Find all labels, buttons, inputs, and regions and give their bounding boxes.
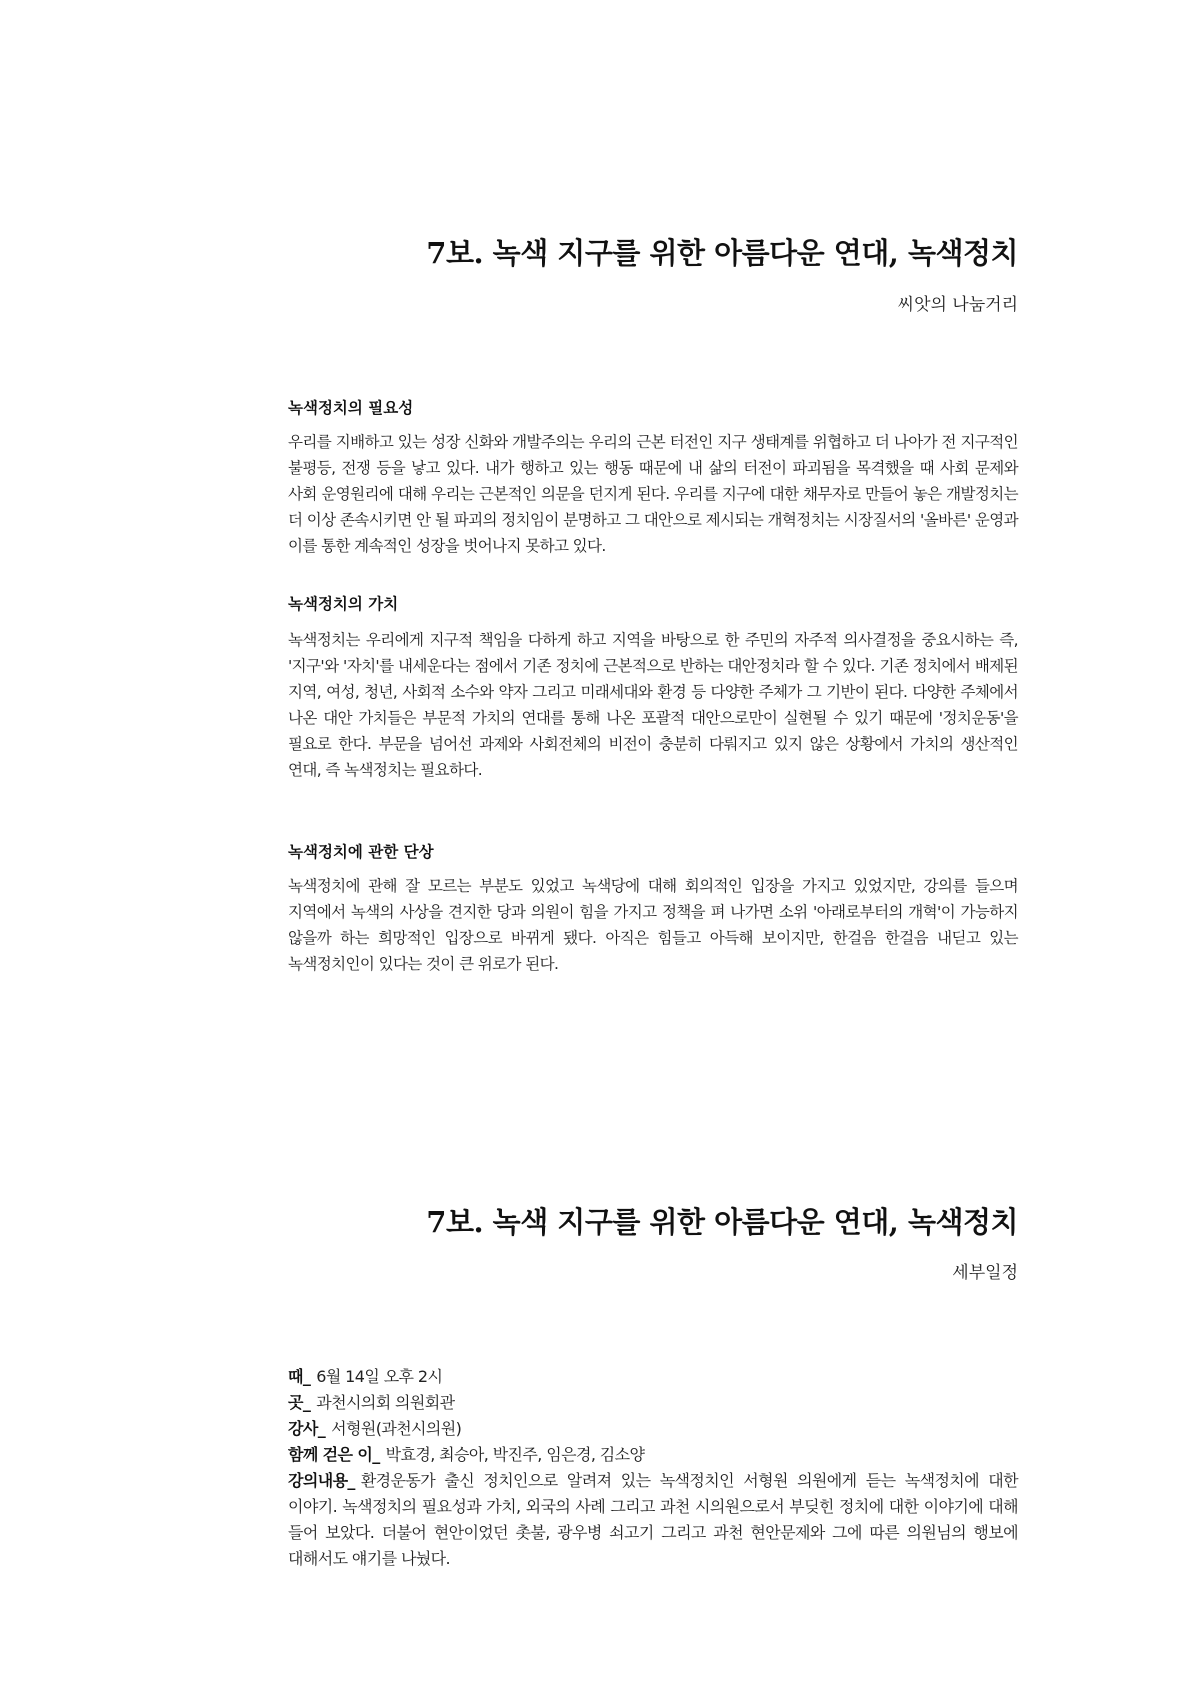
section-value [288, 592, 1018, 614]
section-paragraph: 우리를 지배하고 있는 성장 신화와 개발주의는 우리의 근본 터전인 지구 생태계를 위협하고 더 나아가 전 지구적인 불평등, 전쟁 등을 낳고 있다. 내가 행하고 있는 행동 때문에 내 삶의 터전이 파괴됨을 목격했을 때 사회 문제와 사회 운영원리에 대해 우리는 근본적인 의문을 던지게 된다. 우리를 지구에 대한 채무자로 만들어 놓은 개발정치는 더 이상 존속시키면 안 될 파괴의 정치임이 분명하고 그 대안으로 제시되는 개혁정치는 시장질서의 '올바른' 운영과 이를 통한 계속적인 성장을 벗어나지 못하고 있다. [288, 433, 1018, 555]
schedule-details [288, 1364, 1018, 1572]
lecturer-label: 강사_ [288, 1419, 326, 1438]
schedule-title: 7보. 녹색 지구를 위한 아름다운 연대, 녹색정치 [426, 1205, 1018, 1239]
schedule-subtitle: 세부일정 [952, 1263, 1018, 1283]
section-heading: 녹색정치에 관한 단상 [288, 843, 434, 861]
where-value: 과천시의회 의원회관 [316, 1393, 455, 1412]
where-label: 곳_ [288, 1393, 311, 1412]
section-heading: 녹색정치의 가치 [288, 595, 399, 613]
when-label: 때_ [288, 1367, 311, 1386]
lecturer-value: 서형원(과천시의원) [331, 1419, 462, 1438]
content-value: 환경운동가 출신 정치인으로 알려져 있는 녹색정치인 서형원 의원에게 듣는 녹색정치에 대한 이야기. 녹색정치의 필요성과 가치, 외국의 사례 그리고 과천 시의원으로서 부딪힌 정치에 대한 이야기에 대해 들어 보았다. 더불어 현안이었던 촛불, 광우병 쇠고기 그리고 과천 현안문제와 그에 따른 의원님의 행보에 대해서도 얘기를 나눴다. [288, 1471, 1018, 1568]
content-label: 강의내용_ [288, 1471, 355, 1490]
section-necessity [288, 396, 1018, 418]
report-subtitle: 씨앗의 나눔거리 [897, 295, 1018, 315]
report-title: 7보. 녹색 지구를 위한 아름다운 연대, 녹색정치 [426, 236, 1018, 270]
section-paragraph: 녹색정치는 우리에게 지구적 책임을 다하게 하고 지역을 바탕으로 한 주민의 자주적 의사결정을 중요시하는 즉, '지구'와 '자치'를 내세운다는 점에서 기존 정치에 근본적으로 반하는 대안정치라 할 수 있다. 기존 정치에서 배제된 지역, 여성, 청년, 사회적 소수와 약자 그리고 미래세대와 환경 등 다양한 주체가 그 기반이 된다. 다양한 주체에서 나온 대안 가치들은 부문적 가치의 연대를 통해 나온 포괄적 대안으로만이 실현될 수 있기 때문에 '정치운동'을 필요로 한다. 부문을 넘어선 과제와 사회전체의 비전이 충분히 다뤄지고 있지 않은 상황에서 가치의 생산적인 연대, 즉 녹색정치는 필요하다. [288, 631, 1018, 779]
when-value: 6월 14일 오후 2시 [316, 1367, 443, 1386]
schedule-content [288, 1468, 1018, 1572]
section-necessity-body [288, 429, 1018, 559]
schedule-when [288, 1364, 1018, 1390]
section-heading: 녹색정치의 필요성 [288, 399, 414, 417]
schedule-lecturer [288, 1416, 1018, 1442]
schedule-where [288, 1390, 1018, 1416]
section-thoughts-body [288, 873, 1018, 977]
participants-label: 함께 걷은 이_ [288, 1445, 380, 1464]
section-thoughts [288, 840, 1018, 862]
schedule-participants [288, 1442, 1018, 1468]
section-value-body [288, 627, 1018, 783]
participants-value: 박효경, 최승아, 박진주, 임은경, 김소양 [385, 1445, 645, 1464]
section-paragraph: 녹색정치에 관해 잘 모르는 부분도 있었고 녹색당에 대해 회의적인 입장을 가지고 있었지만, 강의를 들으며 지역에서 녹색의 사상을 견지한 당과 의원이 힘을 가지고 정책을 펴 나가면 소위 '아래로부터의 개혁'이 가능하지 않을까 하는 희망적인 입장으로 바뀌게 됐다. 아직은 힘들고 아득해 보이지만, 한걸음 한걸음 내딛고 있는 녹색정치인이 있다는 것이 큰 위로가 된다. [288, 877, 1018, 973]
